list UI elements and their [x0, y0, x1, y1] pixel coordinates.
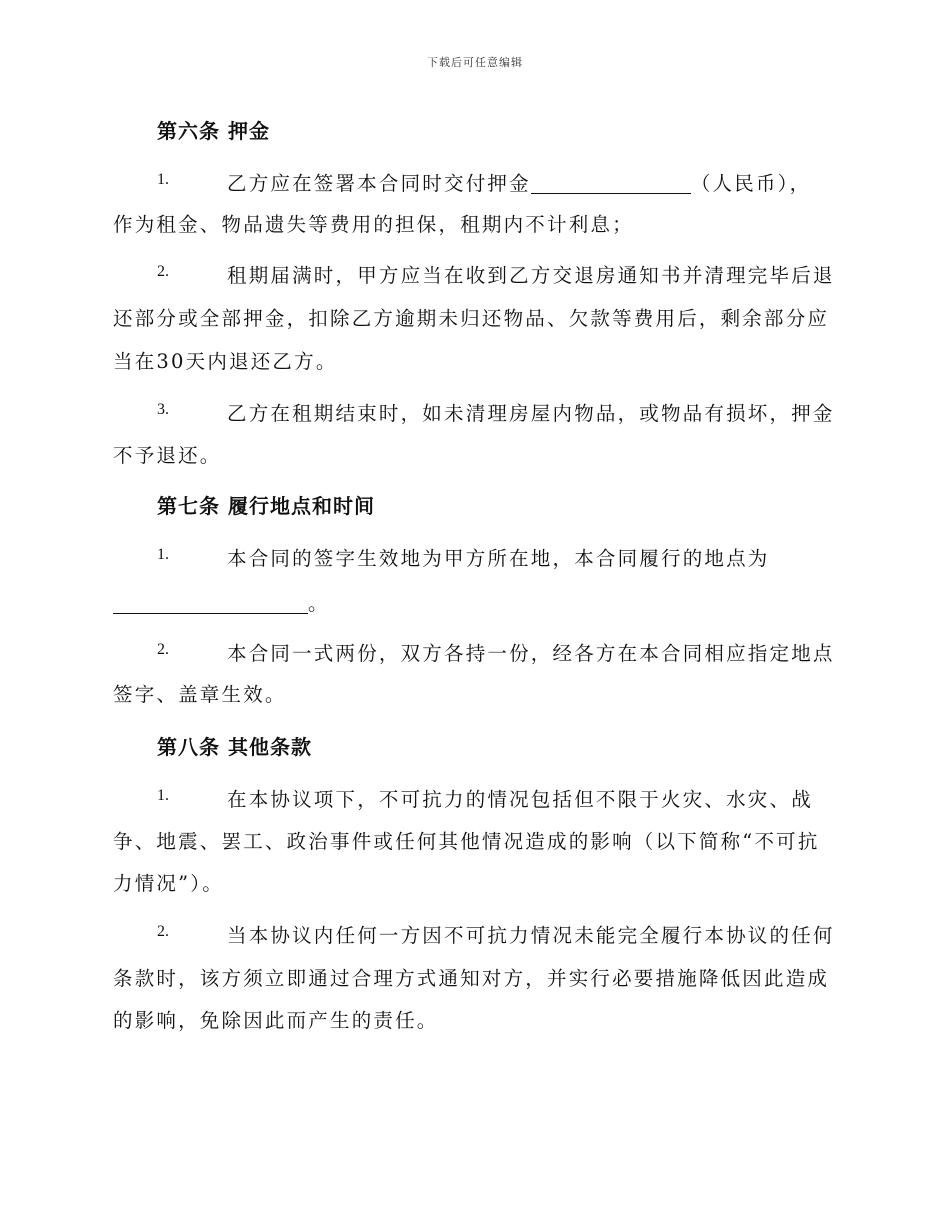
item-first-line: 乙方在租期结束时，如未清理房屋内物品，或物品有损坏，押金	[227, 402, 835, 425]
item-number: 1.	[157, 787, 169, 804]
item-first-line: 本合同一式两份，双方各持一份，经各方在本合同相应指定地点	[227, 642, 835, 665]
section-heading: 第七条 履行地点和时间	[157, 494, 375, 518]
header-note: 下载后可任意编辑	[427, 56, 523, 69]
item-line: 的影响，免除因此而产生的责任。	[113, 1009, 439, 1032]
item-first-line: 本合同的签字生效地为甲方所在地，本合同履行的地点为	[227, 547, 770, 570]
item-first-line	[227, 168, 811, 196]
fill-in-blank	[531, 171, 691, 193]
item-text: 。	[308, 592, 330, 615]
item-number: 2.	[157, 641, 169, 658]
item-number: 1.	[157, 546, 169, 563]
item-line: 不予退还。	[113, 444, 222, 467]
item-first-line: 租期届满时，甲方应当在收到乙方交退房通知书并清理完毕后退	[227, 264, 835, 287]
item-number: 2.	[157, 923, 169, 940]
item-text: （人民币），	[690, 172, 812, 195]
item-text: 乙方应在签署本合同时交付押金	[227, 172, 531, 195]
item-line: 条款时，该方须立即通过合理方式通知对方，并实行必要措施降低因此造成	[113, 967, 830, 990]
item-first-line: 在本协议项下，不可抗力的情况包括但不限于火灾、水灾、战	[227, 788, 813, 811]
item-number: 3.	[157, 401, 169, 418]
item-number: 1.	[157, 171, 169, 188]
item-line: 还部分或全部押金，扣除乙方逾期未归还物品、欠款等费用后，剩余部分应	[113, 307, 830, 330]
item-first-line: 当本协议内任何一方因不可抗力情况未能完全履行本协议的任何	[227, 924, 835, 947]
section-heading: 第六条 押金	[157, 119, 270, 143]
item-line: 争、地震、罢工、政治事件或任何其他情况造成的影响（以下简称“不可抗	[113, 830, 820, 853]
item-line: 签字、盖章生效。	[113, 683, 287, 706]
item-line	[113, 588, 330, 616]
fill-in-blank	[113, 591, 308, 613]
item-line: 当在30天内退还乙方。	[113, 350, 338, 373]
item-number: 2.	[157, 263, 169, 280]
section-heading: 第八条 其他条款	[157, 735, 312, 759]
item-line: 作为租金、物品遗失等费用的担保，租期内不计利息；	[113, 213, 634, 236]
item-line: 力情况”）。	[113, 872, 224, 895]
